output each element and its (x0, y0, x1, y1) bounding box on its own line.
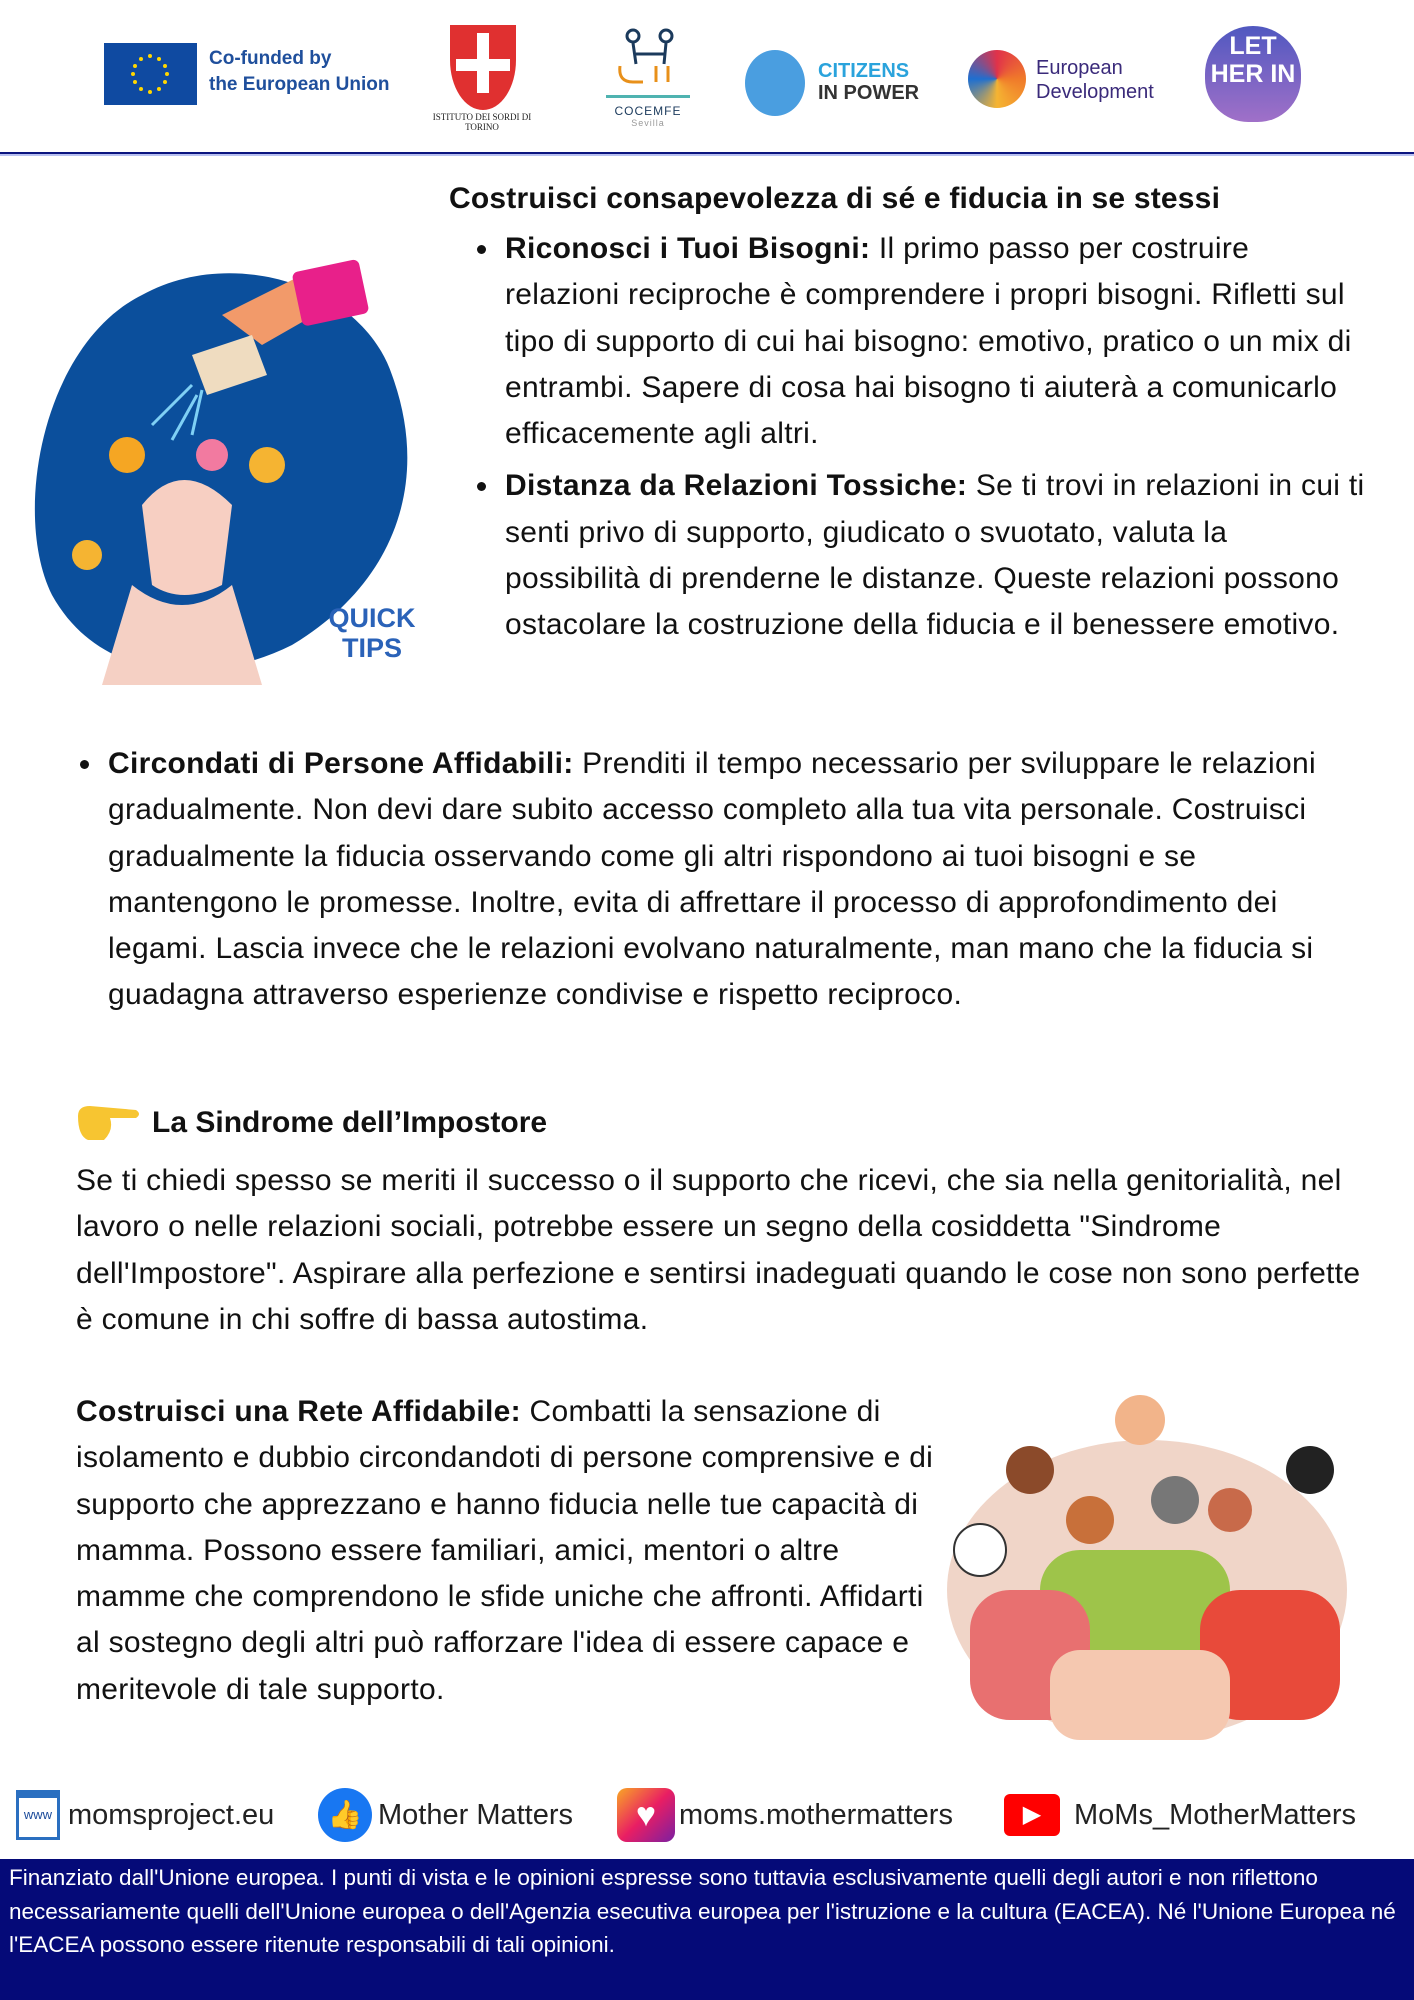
facebook-link[interactable] (318, 1790, 573, 1840)
watering-flowers-illustration (32, 255, 442, 685)
website-link[interactable] (16, 1790, 274, 1840)
eu-disclaimer-footer: Finanziato dall'Unione europea. I punti di vista e le opinioni espresse sono tuttavia esclusivamente quelli degli autori e non riflettono necessariamente quelli dell'Unione europea o dell'Agenzia esecutiva europea per l'istruzione e la cultura (EACEA). Né l'Unione Europea né l'EACEA possono essere ritenute responsabili di tali opinioni. (0, 1859, 1414, 2000)
european-development-logo: European Development (1036, 57, 1154, 103)
cocemfe-sub-label: Sevilla (631, 118, 665, 128)
website-label: momsproject.eu (68, 1798, 275, 1831)
section-title: Costruisci consapevolezza di sé e fiducia in se stessi (449, 182, 1221, 215)
istituto-sordi-shield-logo (450, 25, 516, 110)
header-divider (0, 152, 1414, 156)
pointing-hand-icon (74, 1100, 142, 1146)
istituto-sordi-label: ISTITUTO DEI SORDI DI TORINO (432, 112, 532, 132)
instagram-heart-icon: ♥ (617, 1788, 675, 1842)
website-icon: www (16, 1790, 60, 1840)
citizens-in-power-logo: CITIZENS IN POWER (818, 60, 920, 104)
network-paragraph: Costruisci una Rete Affidabile: Combatti la sensazione di isolamento e dubbio circondandoti di persone comprensive e di supporto che apprezzano e hanno fiducia nelle tue capacità di mamma. Possono essere familiari, amici, mentori o altre mamme che comprendono le sfide uniche che affronti. Affidarti al sostegno degli altri può rafforzare l'idea di essere capace e meritevole di tale supporto. (76, 1395, 934, 1706)
youtube-link[interactable] (1004, 1790, 1356, 1840)
instagram-label: moms.mothermatters (679, 1798, 953, 1831)
youtube-label: MoMs_MotherMatters (1074, 1798, 1357, 1831)
quick-tips-badge: QUICK TIPS (328, 603, 416, 663)
impostor-heading: La Sindrome dell’Impostore (152, 1106, 548, 1139)
let-her-in-logo: LET HER IN (1205, 26, 1301, 122)
instagram-link[interactable] (617, 1790, 953, 1840)
eu-flag-logo (104, 43, 197, 105)
facebook-label: Mother Matters (378, 1798, 573, 1831)
european-development-icon (968, 50, 1026, 108)
tip-item: Circondati di Persone Affidabili: Prenditi il tempo necessario per sviluppare le relazioni gradualmente. Non devi dare subito accesso completo alla tua vita personale. Costruisci gradualmente la fiducia osservando come gli altri rispondono ai tuoi bisogni e se mantengono le promesse. Inoltre, evita di affrettare il processo di approfondimento dei legami. Lascia invece che le relazioni evolvano naturalmente, man mano che la fiducia si guadagna attraverso esperienze condivise e rispetto reciproco. (108, 741, 1358, 1019)
cocemfe-logo (598, 26, 698, 126)
eu-cofunded-text: Co-funded by the European Union (209, 48, 390, 95)
youtube-play-icon: ▶ (1004, 1794, 1060, 1836)
facebook-thumb-icon: 👍 (318, 1788, 372, 1842)
group-hug-illustration (930, 1390, 1364, 1747)
tips-list-full (108, 741, 1358, 1019)
tip-item: Distanza da Relazioni Tossiche: Se ti trovi in relazioni in cui ti senti privo di supporto, giudicato o svuotato, valuta la possibilità di prenderne le distanze. Queste relazioni possono ostacolare la costruzione della fiducia e il benessere emotivo. (505, 463, 1365, 648)
tips-list-right (505, 226, 1365, 649)
impostor-paragraph: Se ti chiedi spesso se meriti il successo o il supporto che ricevi, che sia nella genitorialità, nel lavoro o nelle relazioni sociali, potrebbe essere un segno della cosiddetta "Sindrome dell'Impostore". Aspirare alla perfezione e sentirsi inadeguati quando le cose non sono perfette è comune in chi soffre di bassa autostima. (76, 1164, 1361, 1336)
cocemfe-label: COCEMFE (614, 104, 682, 118)
tip-item: Riconosci i Tuoi Bisogni: Il primo passo per costruire relazioni reciproche è comprendere i propri bisogni. Rifletti sul tipo di supporto di cui hai bisogno: emotivo, pratico o un mix di entrambi. Sapere di cosa hai bisogno ti aiuterà a comunicarlo efficacemente agli altri. (505, 226, 1365, 457)
citizens-in-power-icon (745, 50, 805, 116)
